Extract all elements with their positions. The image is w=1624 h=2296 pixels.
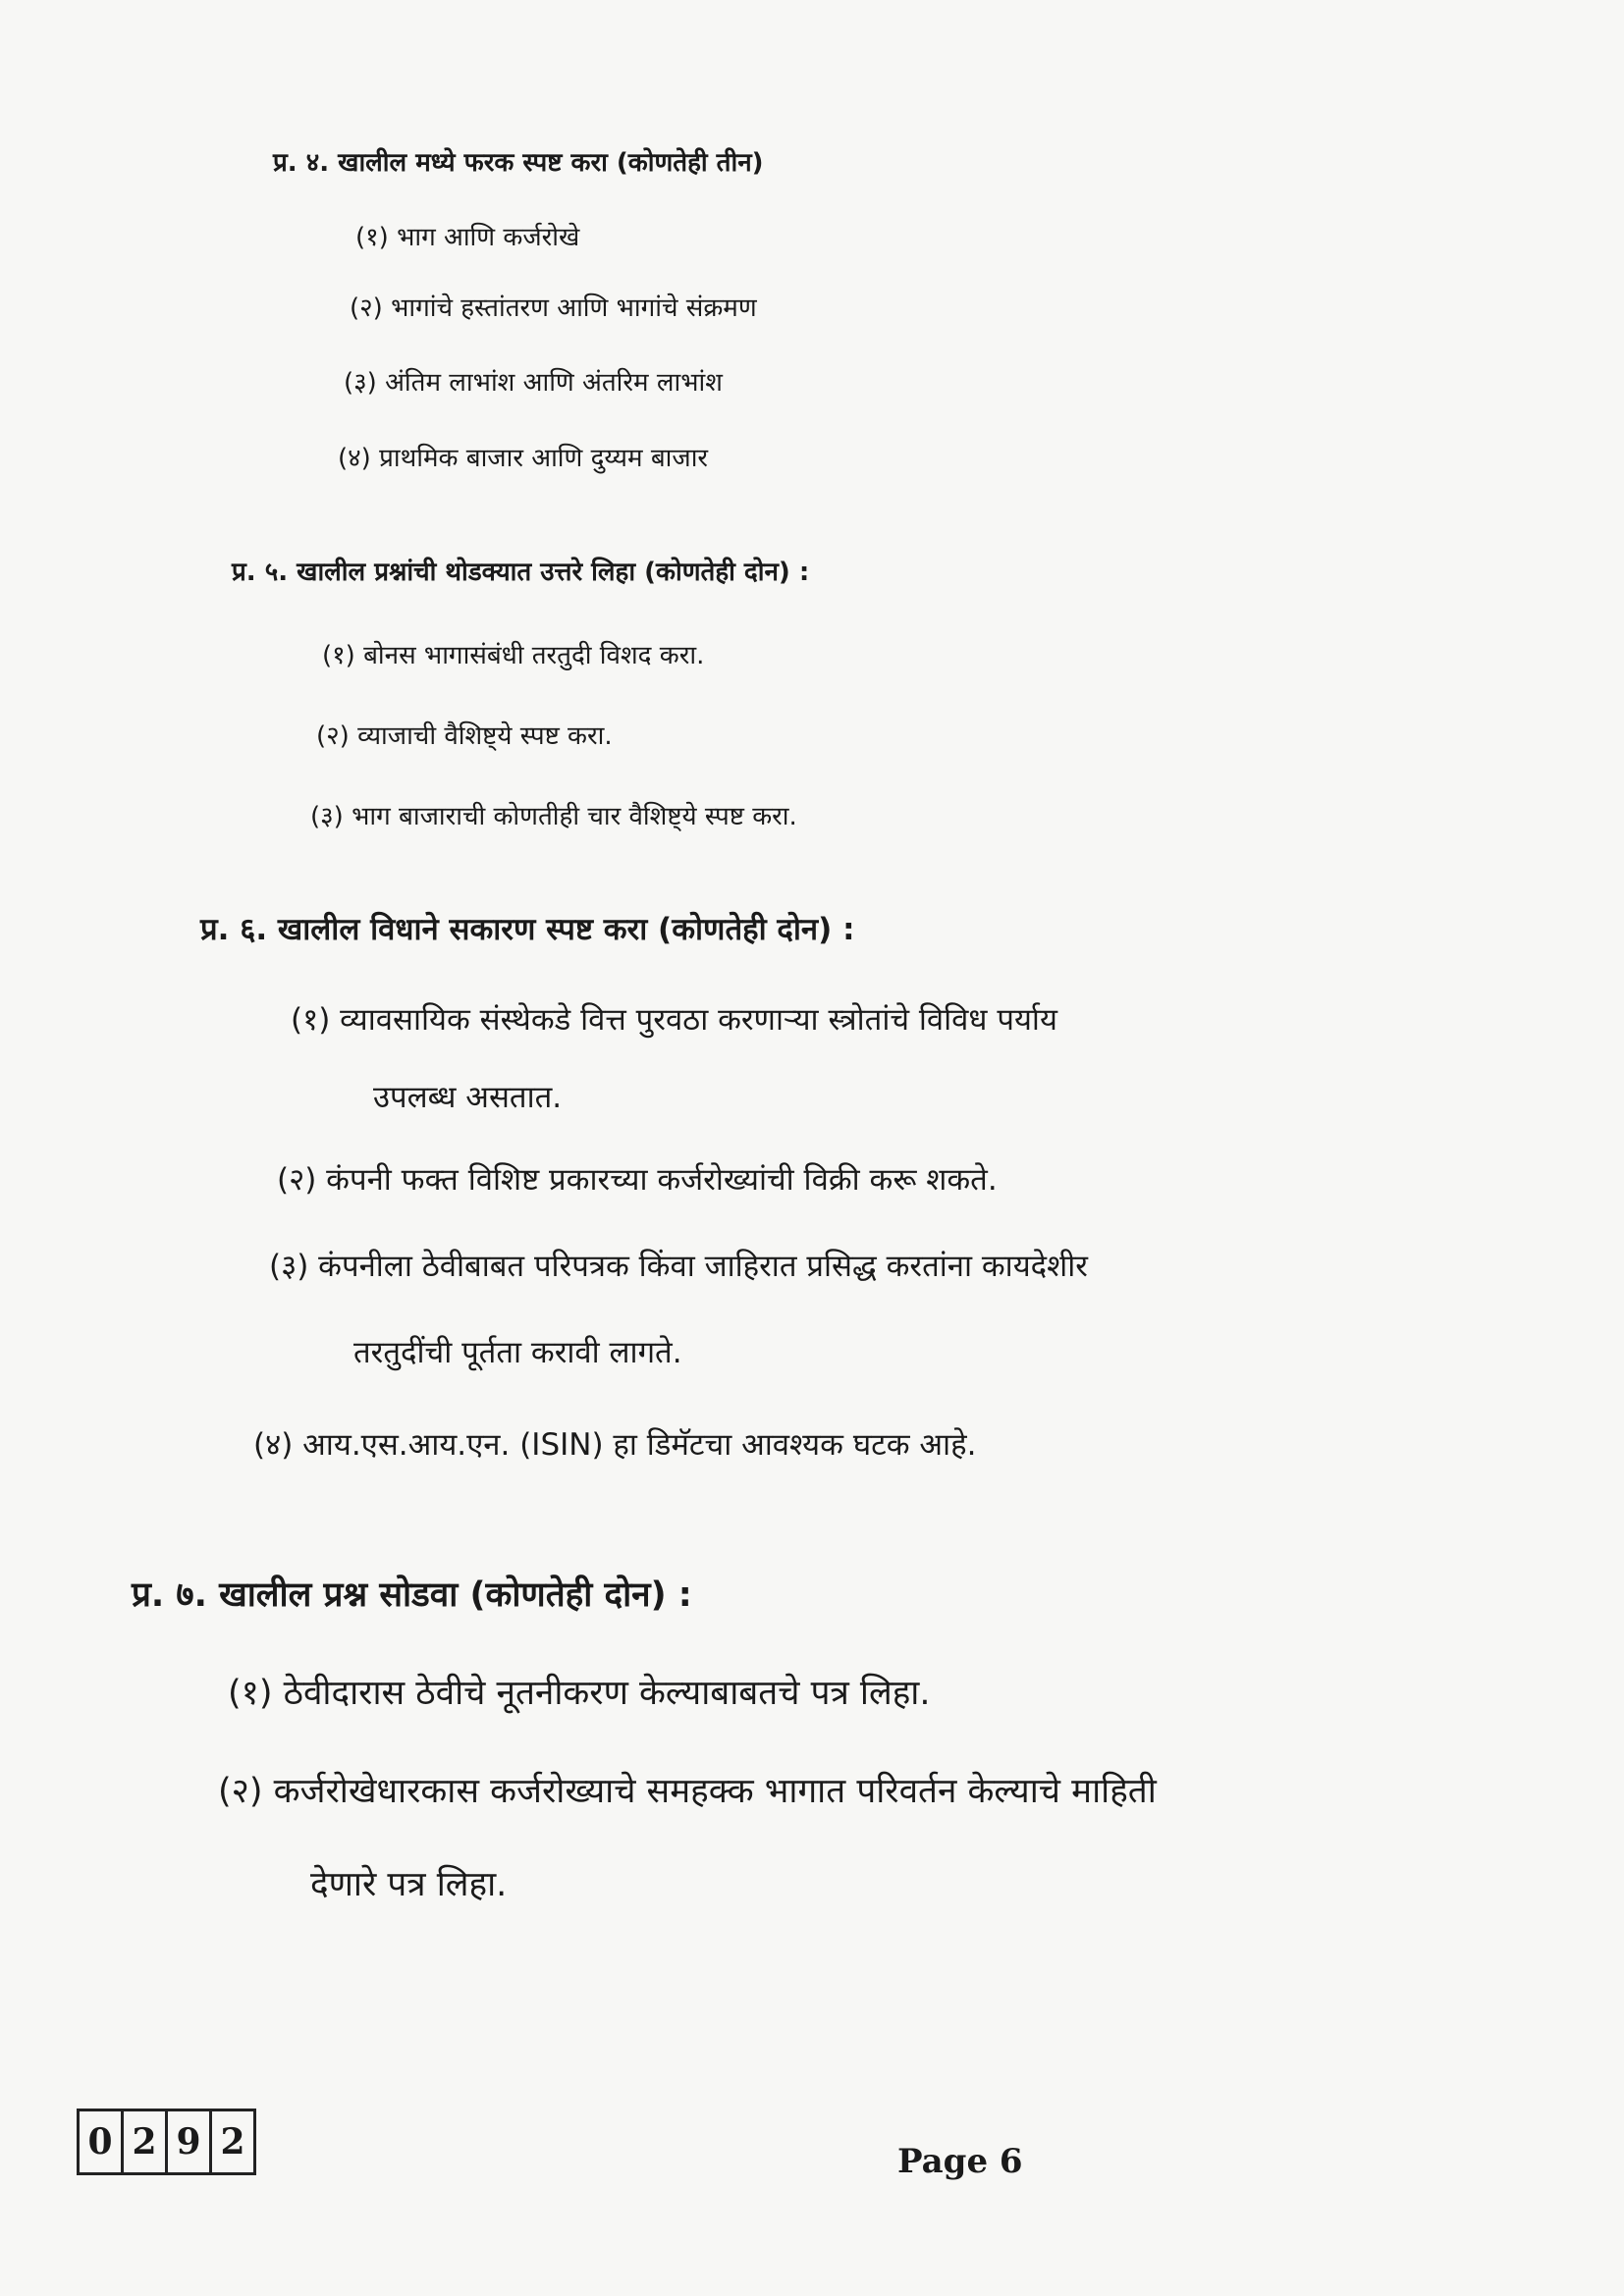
q4-item-3: (३) अंतिम लाभांश आणि अंतरिम लाभांश <box>344 368 723 398</box>
q6-title: प्र. ६. खालील विधाने सकारण स्पष्ट करा (कोणतेही दोन) : <box>200 912 855 947</box>
q6-item-2: (२) कंपनी फक्त विशिष्ट प्रकारच्या कर्जरोख्यांची विक्री करू शकते. <box>277 1162 998 1198</box>
q7-title: प्र. ७. खालील प्रश्न सोडवा (कोणतेही दोन) : <box>132 1575 692 1615</box>
q4-item-1: (१) भाग आणि कर्जरोखे <box>355 223 580 252</box>
q4-item-2: (२) भागांचे हस्तांतरण आणि भागांचे संक्रमण <box>350 294 757 323</box>
q5-item-3: (३) भाग बाजाराची कोणतीही चार वैशिष्ट्ये स्पष्ट करा. <box>310 802 797 831</box>
q6-item-1-cont: उपलब्ध असतात. <box>373 1080 563 1115</box>
q7-item-1: (१) ठेवीदारास ठेवीचे नूतनीकरण केल्याबाबतचे पत्र लिहा. <box>228 1674 931 1713</box>
q6-item-3-cont: तरतुदींची पूर्तता करावी लागते. <box>353 1335 682 1370</box>
q7-item-2-cont: देणारे पत्र लिहा. <box>310 1865 508 1904</box>
page-number: Page 6 <box>897 2142 1023 2181</box>
paper-code-digit: 9 <box>168 2111 212 2172</box>
paper-code-digit: 2 <box>220 2121 245 2163</box>
q5-title: प्र. ५. खालील प्रश्नांची थोडक्यात उत्तरे लिहा (कोणतेही दोन) : <box>232 558 810 587</box>
q4-item-4: (४) प्राथमिक बाजार आणि दुय्यम बाजार <box>338 444 709 473</box>
q6-item-4: (४) आय.एस.आय.एन. (ISIN) हा डिमॅटचा आवश्यक घटक आहे. <box>253 1427 977 1463</box>
paper-code-digit: 0 <box>80 2111 124 2172</box>
q5-item-2: (२) व्याजाची वैशिष्ट्ये स्पष्ट करा. <box>316 721 613 751</box>
q5-item-1: (१) बोनस भागासंबंधी तरतुदी विशद करा. <box>322 641 705 670</box>
q4-title: प्र. ४. खालील मध्ये फरक स्पष्ट करा (कोणतेही तीन) <box>273 148 764 178</box>
q7-item-2: (२) कर्जरोखेधारकास कर्जरोख्याचे समहक्क भागात परिवर्तन केल्याचे माहिती <box>218 1772 1157 1811</box>
q6-item-1: (१) व्यावसायिक संस्थेकडे वित्त पुरवठा करणाऱ्या स्त्रोतांचे विविध पर्याय <box>291 1002 1057 1038</box>
paper-code-digit: 2 <box>124 2111 168 2172</box>
paper-code-box <box>77 2109 256 2175</box>
q6-item-3: (३) कंपनीला ठेवीबाबत परिपत्रक किंवा जाहिरात प्रसिद्ध करतांना कायदेशीर <box>269 1249 1088 1284</box>
